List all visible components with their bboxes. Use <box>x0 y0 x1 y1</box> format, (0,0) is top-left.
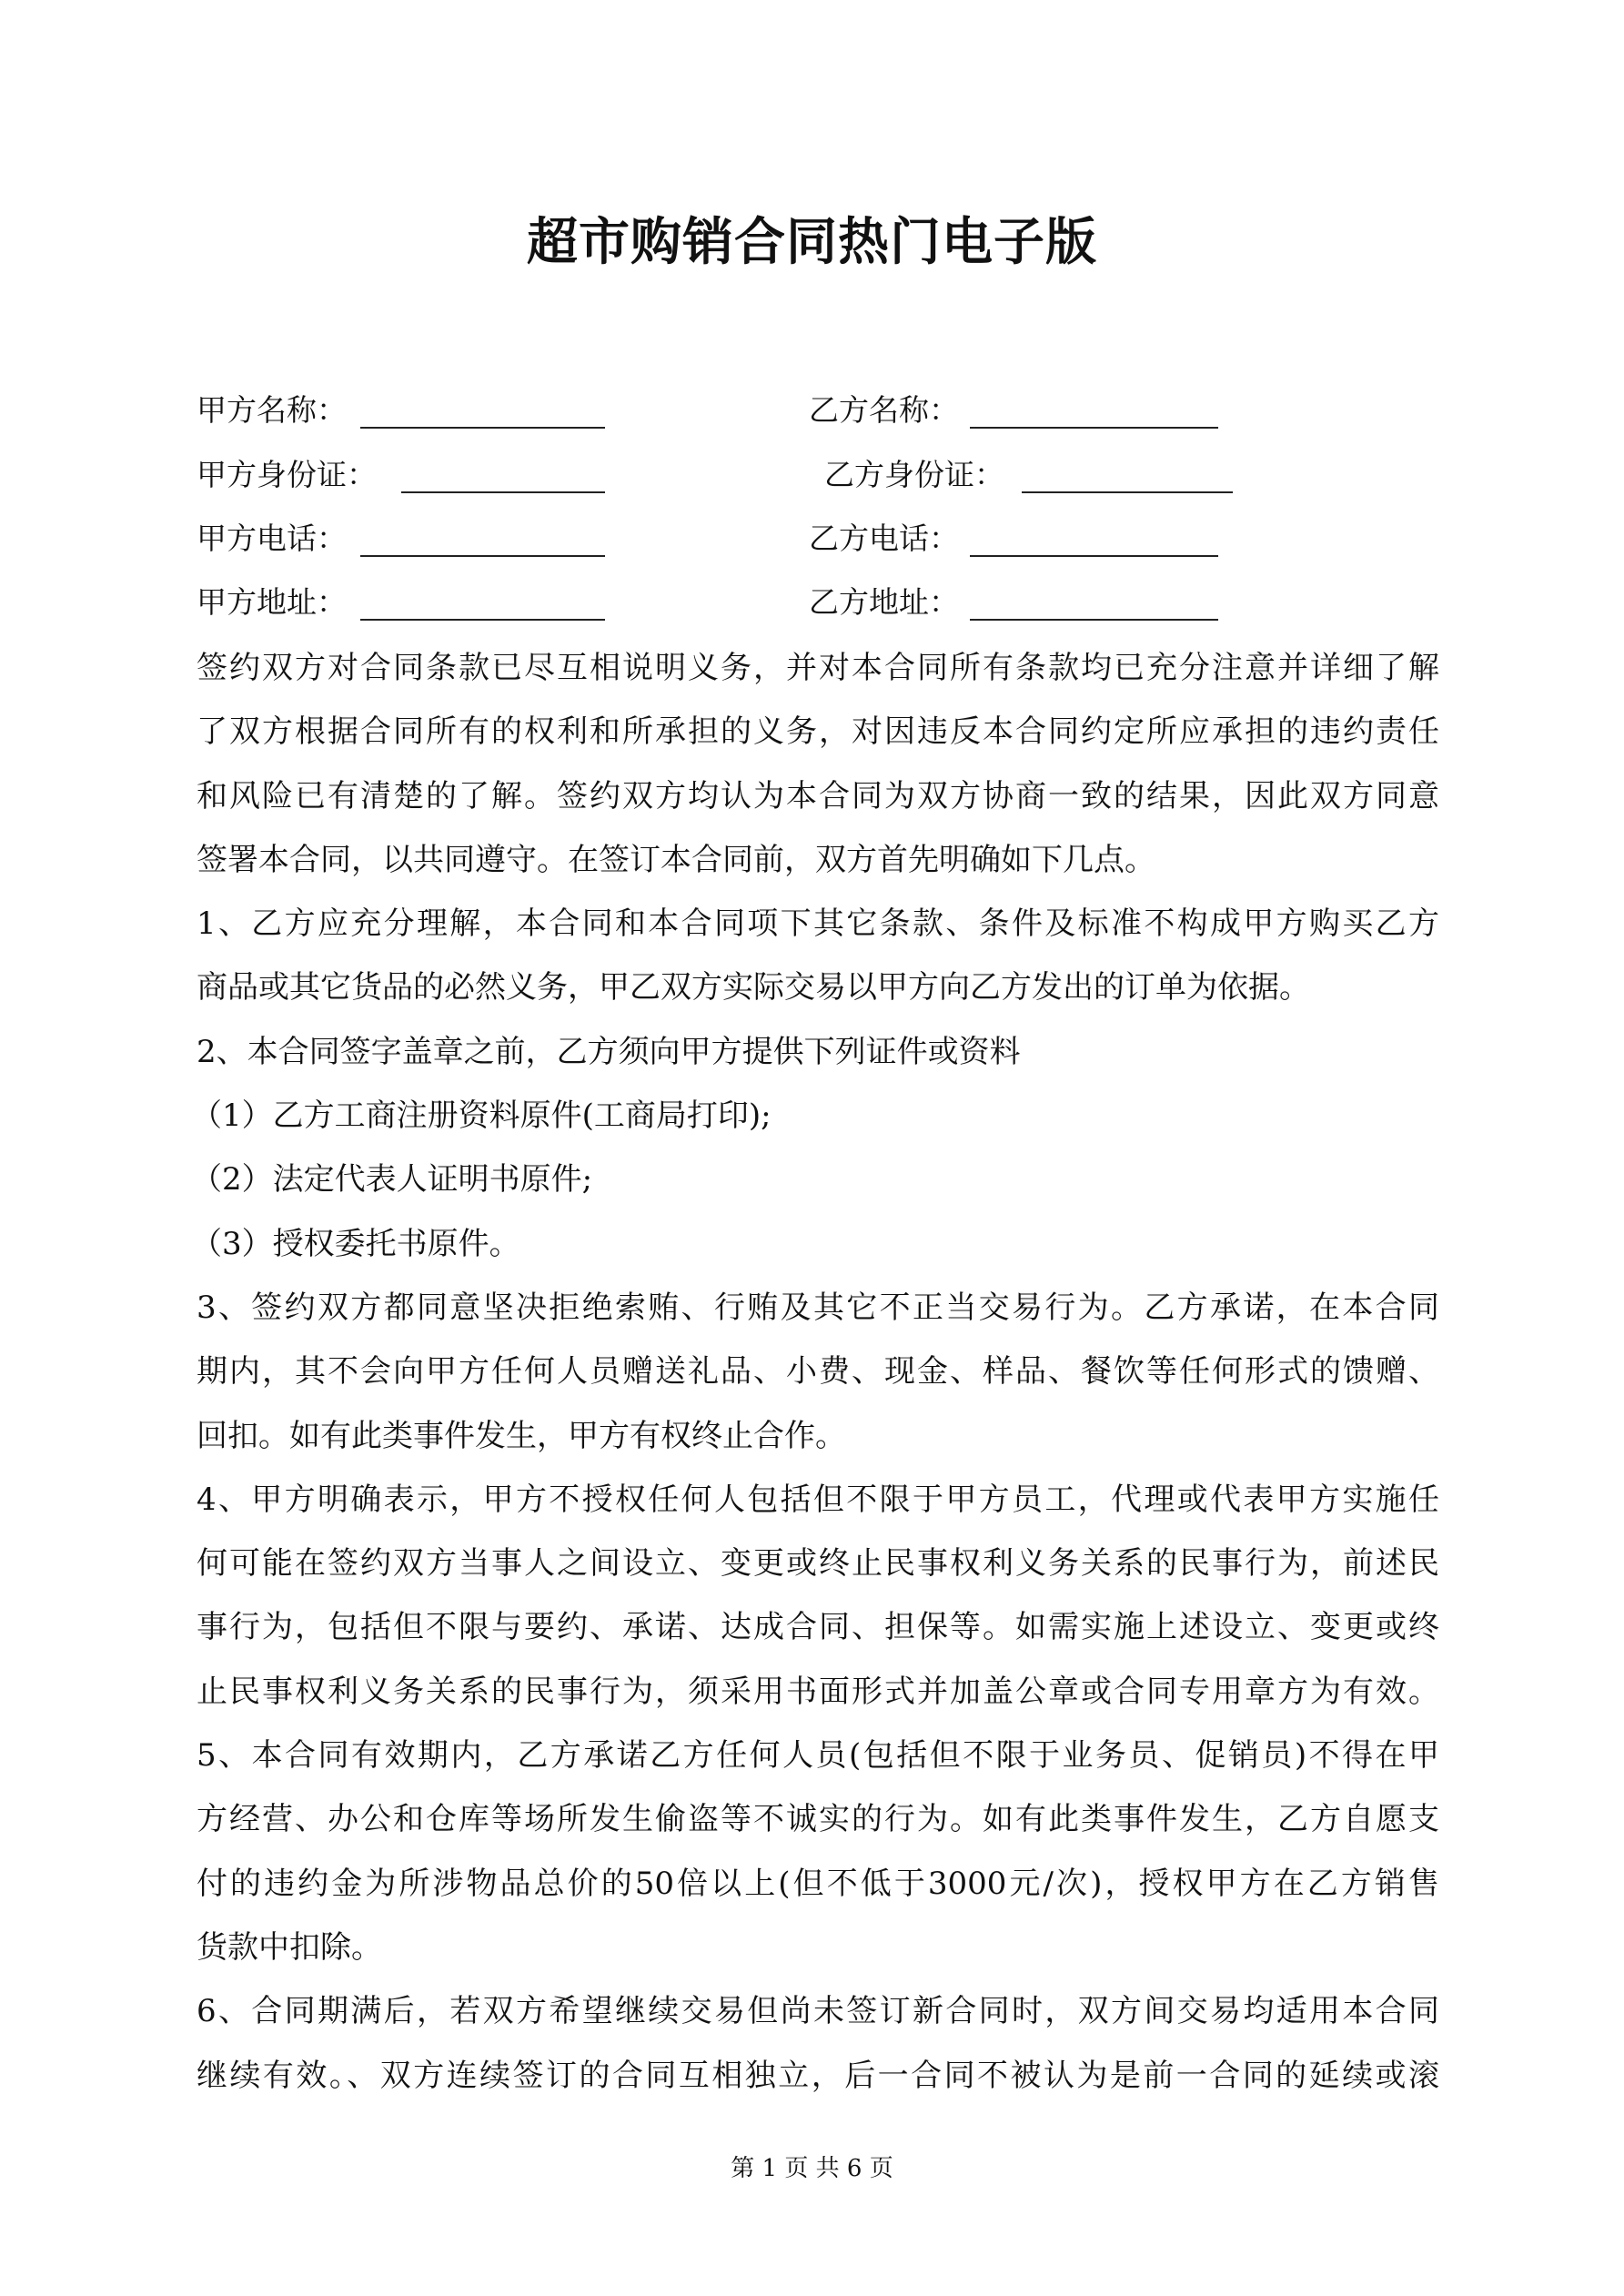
party-b-name-blank[interactable] <box>970 427 1218 429</box>
contract-text-line: 3、签约双方都同意坚决拒绝索贿、行贿及其它不正当交易行为。乙方承诺，在本合同 <box>197 1289 1439 1326</box>
party-b-phone-blank[interactable] <box>970 555 1218 557</box>
contract-text-line: 签署本合同，以共同遵守。在签订本合同前，双方首先明确如下几点。 <box>197 841 1155 878</box>
contract-text-line: 4、甲方明确表示，甲方不授权任何人包括但不限于甲方员工，代理或代表甲方实施任 <box>197 1481 1439 1518</box>
contract-text-line: 方经营、办公和仓库等场所发生偷盗等不诚实的行为。如有此类事件发生，乙方自愿支 <box>197 1801 1439 1838</box>
contract-text-line: 止民事权利义务关系的民事行为，须采用书面形式并加盖公章或合同专用章方为有效。 <box>197 1673 1439 1710</box>
contract-text-line: （2）法定代表人证明书原件; <box>191 1161 593 1199</box>
contract-text-line: 商品或其它货品的必然义务，甲乙双方实际交易以甲方向乙方发出的订单为依据。 <box>197 969 1310 1006</box>
contract-text-line: （1）乙方工商注册资料原件(工商局打印); <box>191 1097 772 1135</box>
party-a-phone-label: 甲方电话： <box>197 521 347 556</box>
party-a-id-label: 甲方身份证： <box>197 457 377 492</box>
contract-text-line: 事行为，包括但不限与要约、承诺、达成合同、担保等。如需实施上述设立、变更或终 <box>197 1609 1439 1646</box>
contract-text-line: 何可能在签约双方当事人之间设立、变更或终止民事权利义务关系的民事行为，前述民 <box>197 1545 1439 1583</box>
contract-text-line: 签约双方对合同条款已尽互相说明义务，并对本合同所有条款均已充分注意并详细了解 <box>197 650 1439 686</box>
contract-text-line: （3）授权委托书原件。 <box>191 1225 520 1262</box>
party-b-address-label: 乙方地址： <box>809 584 959 620</box>
contract-text-line: 货款中扣除。 <box>197 1928 382 1966</box>
party-b-id-blank[interactable] <box>1022 491 1233 493</box>
contract-body <box>191 636 1439 2108</box>
party-a-id-blank[interactable] <box>401 491 605 493</box>
contract-text-line: 付的违约金为所涉物品总价的50倍以上(但不低于3000元/次)，授权甲方在乙方销售 <box>197 1865 1439 1902</box>
contract-text-line: 5、本合同有效期内，乙方承诺乙方任何人员(包括但不限于业务员、促销员)不得在甲 <box>197 1737 1439 1775</box>
contract-text-line: 1、乙方应充分理解，本合同和本合同项下其它条款、条件及标准不构成甲方购买乙方 <box>197 905 1439 943</box>
party-a-name-blank[interactable] <box>360 427 605 429</box>
contract-text-line: 了双方根据合同所有的权利和所承担的义务，对因违反本合同约定所应承担的违约责任 <box>197 713 1439 751</box>
party-b-id-label: 乙方身份证： <box>824 457 1004 492</box>
party-b-name-label: 乙方名称： <box>809 392 959 428</box>
document-title: 超市购销合同热门电子版 <box>527 213 1097 272</box>
party-a-address-blank[interactable] <box>360 619 605 621</box>
contract-text-line: 2、本合同签字盖章之前，乙方须向甲方提供下列证件或资料 <box>197 1033 1021 1070</box>
contract-text-line: 6、合同期满后，若双方希望继续交易但尚未签订新合同时，双方间交易均适用本合同 <box>197 1993 1439 2030</box>
contract-text-line: 继续有效。、双方连续签订的合同互相独立，后一合同不被认为是前一合同的延续或滚 <box>197 2057 1439 2094</box>
party-b-address-blank[interactable] <box>970 619 1218 621</box>
party-b-phone-label: 乙方电话： <box>809 521 959 556</box>
page-footer: 第 1 页 共 6 页 <box>731 2155 893 2182</box>
contract-text-line: 回扣。如有此类事件发生，甲方有权终止合作。 <box>197 1417 846 1454</box>
party-a-name-label: 甲方名称： <box>197 392 347 428</box>
contract-text-line: 期内，其不会向甲方任何人员赠送礼品、小费、现金、样品、餐饮等任何形式的馈赠、 <box>197 1353 1439 1391</box>
party-a-address-label: 甲方地址： <box>197 584 347 620</box>
contract-text-line: 和风险已有清楚的了解。签约双方均认为本合同为双方协商一致的结果，因此双方同意 <box>197 777 1439 814</box>
party-a-phone-blank[interactable] <box>360 555 605 557</box>
